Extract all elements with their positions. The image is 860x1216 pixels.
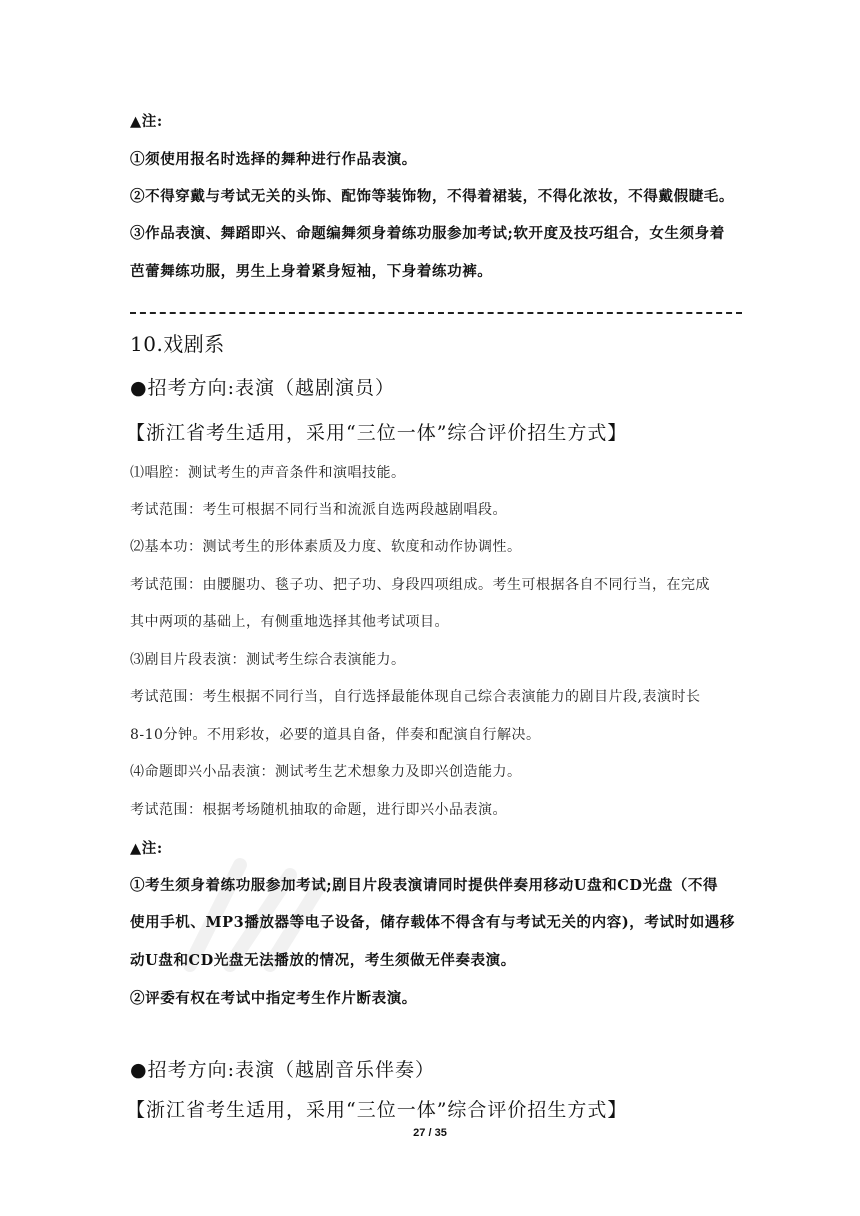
exam-scope-line: 考试范围：根据考场随机抽取的命题，进行即兴小品表演。 xyxy=(130,802,507,818)
note-item: 芭蕾舞练功服，男生上身着紧身短袖，下身着练功裤。 xyxy=(130,263,493,280)
section-divider xyxy=(130,312,742,314)
note-title: ▲注: xyxy=(130,840,163,857)
exam-item-line: ⑷命题即兴小品表演：测试考生艺术想象力及即兴创造能力。 xyxy=(130,764,522,780)
note-item: ③作品表演、舞蹈即兴、命题编舞须身着练功服参加考试;软开度及技巧组合，女生须身着 xyxy=(130,225,725,242)
page-number: 27 / 35 xyxy=(413,1127,447,1139)
direction-heading: ●招考方向:表演（越剧音乐伴奏） xyxy=(130,1059,435,1081)
exam-scope-line: 考试范围：考生可根据不同行当和流派自选两段越剧唱段。 xyxy=(130,502,507,518)
exam-item-line: ⑴唱腔：测试考生的声音条件和演唱技能。 xyxy=(130,465,406,481)
exam-item-line: ⑶剧目片段表演：测试考生综合表演能力。 xyxy=(130,652,406,668)
note-title: ▲注: xyxy=(130,113,163,130)
note-item: ②不得穿戴与考试无关的头饰、配饰等装饰物，不得着裙装，不得化浓妆，不得戴假睫毛。 xyxy=(130,188,734,205)
exam-scope-line: 考试范围：考生根据不同行当，自行选择最能体现自己综合表演能力的剧目片段,表演时长 xyxy=(130,689,701,705)
note-item: 使用手机、MP3播放器等电子设备，储存载体不得含有与考试无关的内容)，考试时如遇移 xyxy=(130,914,735,931)
exam-scope-line: 其中两项的基础上，有侧重地选择其他考试项目。 xyxy=(130,614,449,630)
exam-scope-line: 考试范围：由腰腿功、毯子功、把子功、身段四项组成。考生可根据各自不同行当，在完成 xyxy=(130,577,710,593)
watermark-mark xyxy=(170,845,330,985)
department-heading: 10.戏剧系 xyxy=(130,332,225,356)
exam-item-line: ⑵基本功：测试考生的形体素质及力度、软度和动作协调性。 xyxy=(130,539,522,555)
exam-scope-line: 8-10分钟。不用彩妆，必要的道具自备，伴奏和配演自行解决。 xyxy=(130,727,541,743)
note-item: ①须使用报名时选择的舞种进行作品表演。 xyxy=(130,151,417,168)
admission-mode-heading: 【浙江省考生适用，采用“三位一体”综合评价招生方式】 xyxy=(126,422,628,444)
direction-heading: ●招考方向:表演（越剧演员） xyxy=(130,377,395,399)
note-item: ②评委有权在考试中指定考生作片断表演。 xyxy=(130,990,417,1007)
note-item: ①考生须身着练功服参加考试;剧目片段表演请同时提供伴奏用移动U盘和CD光盘（不得 xyxy=(130,877,719,894)
note-item: 动U盘和CD光盘无法播放的情况，考生须做无伴奏表演。 xyxy=(130,952,516,969)
admission-mode-heading: 【浙江省考生适用，采用“三位一体”综合评价招生方式】 xyxy=(126,1099,628,1121)
